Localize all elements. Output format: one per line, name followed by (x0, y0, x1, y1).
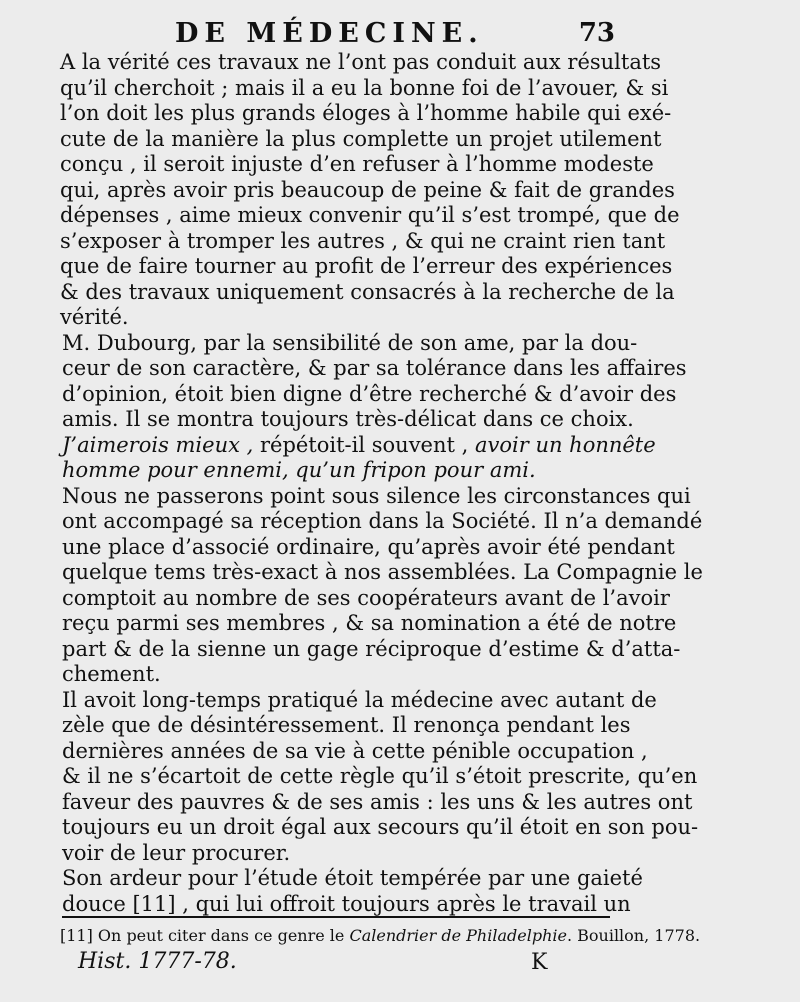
text-line: dépenses , aime mieux convenir qu’il s’est trompé, que de (60, 203, 680, 227)
footnote-italic: Calendrier de Philadelphie (349, 926, 567, 945)
paragraph-3 (60, 483, 703, 688)
text-line: chement. (62, 662, 161, 686)
text-line: ont accompagé sa réception dans la Société. Il n’a demandé (62, 509, 703, 533)
paragraph-2 (60, 330, 687, 484)
text-line: une place d’associé ordinaire, qu’après avoir été pendant (62, 534, 675, 559)
footnote-marker: [11] (60, 926, 93, 945)
text-line: Nous ne passerons point sous silence les circonstances qui (62, 483, 691, 508)
quote-italic: J’aimerois mieux , (62, 432, 254, 457)
text-line: vérité. (60, 305, 129, 329)
text-line: Son ardeur pour l’étude étoit tempérée par une gaieté (62, 866, 643, 890)
quote-roman: répétoit-il souvent , (253, 432, 475, 457)
text-line: ceur de son caractère, & par sa tolérance dans les affaires (62, 356, 687, 380)
text-line: qui, après avoir pris beaucoup de peine & fait de grandes (60, 177, 675, 202)
text-line: M. Dubourg, par la sensibilité de son ame, par la dou- (62, 330, 638, 355)
quote-italic: homme pour ennemi, qu’un fripon pour ami. (62, 458, 536, 482)
paragraph-5 (60, 866, 643, 917)
text-line: Il avoit long-temps pratiqué la médecine avec autant de (62, 687, 657, 712)
page-header (175, 18, 615, 52)
text-line: s’exposer à tromper les autres , & qui ne craint rien tant (60, 228, 666, 253)
text-line: conçu , il seroit injuste d’en refuser à l’homme modeste (60, 152, 654, 176)
page-number: 73 (578, 18, 615, 48)
text-line: A la vérité ces travaux ne l’ont pas conduit aux résultats (60, 50, 662, 74)
text-line: que de faire tourner au profit de l’erreur des expériences (60, 254, 673, 278)
text-line: reçu parmi ses membres , & sa nomination a été de notre (62, 611, 677, 635)
signature-mark: Hist. 1777-78. (78, 949, 237, 974)
text-line: zèle que de désintéressement. Il renonça pendant les (62, 713, 631, 737)
footnote (60, 926, 701, 946)
body-text (60, 50, 703, 917)
quote-line (60, 432, 656, 459)
text-line: cute de la manière la plus complette un projet utilement (60, 126, 662, 151)
text-line: dernières années de sa vie à cette pénible occupation , (62, 738, 648, 763)
quote-line (60, 458, 620, 484)
text-line: part & de la sienne un gage réciproque d’estime & d’atta- (62, 636, 681, 661)
text-line: toujours eu un droit égal aux secours qu’il étoit en son pou- (62, 815, 699, 839)
footnote-text: . Bouillon, 1778. (566, 926, 701, 945)
text-line: comptoit au nombre de ses coopérateurs avant de l’avoir (62, 585, 670, 610)
paragraph-4 (60, 687, 699, 867)
text-line: & il ne s’écartoit de cette règle qu’il s’étoit prescrite, qu’en (62, 764, 698, 788)
footnote-rule (62, 916, 610, 918)
text-line: voir de leur procurer. (62, 840, 291, 865)
text-line: l’on doit les plus grands éloges à l’homme habile qui exé- (60, 101, 672, 125)
text-line: douce [11] , qui lui offroit toujours après le travail un (62, 891, 631, 916)
text-line: qu’il cherchoit ; mais il a eu la bonne foi de l’avouer, & si (60, 75, 669, 100)
signature-letter: K (531, 950, 548, 975)
text-line: quelque tems très-exact à nos assemblées. La Compagnie le (62, 560, 703, 584)
running-title: DE MÉDECINE. (175, 18, 484, 49)
footnote-text: On peut citer dans ce genre le (92, 926, 350, 945)
text-line: faveur des pauvres & de ses amis : les uns & les autres ont (62, 789, 693, 814)
text-line: & des travaux uniquement consacrés à la recherche de la (60, 279, 675, 304)
text-line: d’opinion, étoit bien digne d’être recherché & d’avoir des (62, 381, 677, 406)
text-line: amis. Il se montra toujours très-délicat dans ce choix. (62, 407, 634, 431)
paragraph-1 (60, 50, 680, 331)
quote-italic: avoir un honnête (474, 432, 656, 457)
